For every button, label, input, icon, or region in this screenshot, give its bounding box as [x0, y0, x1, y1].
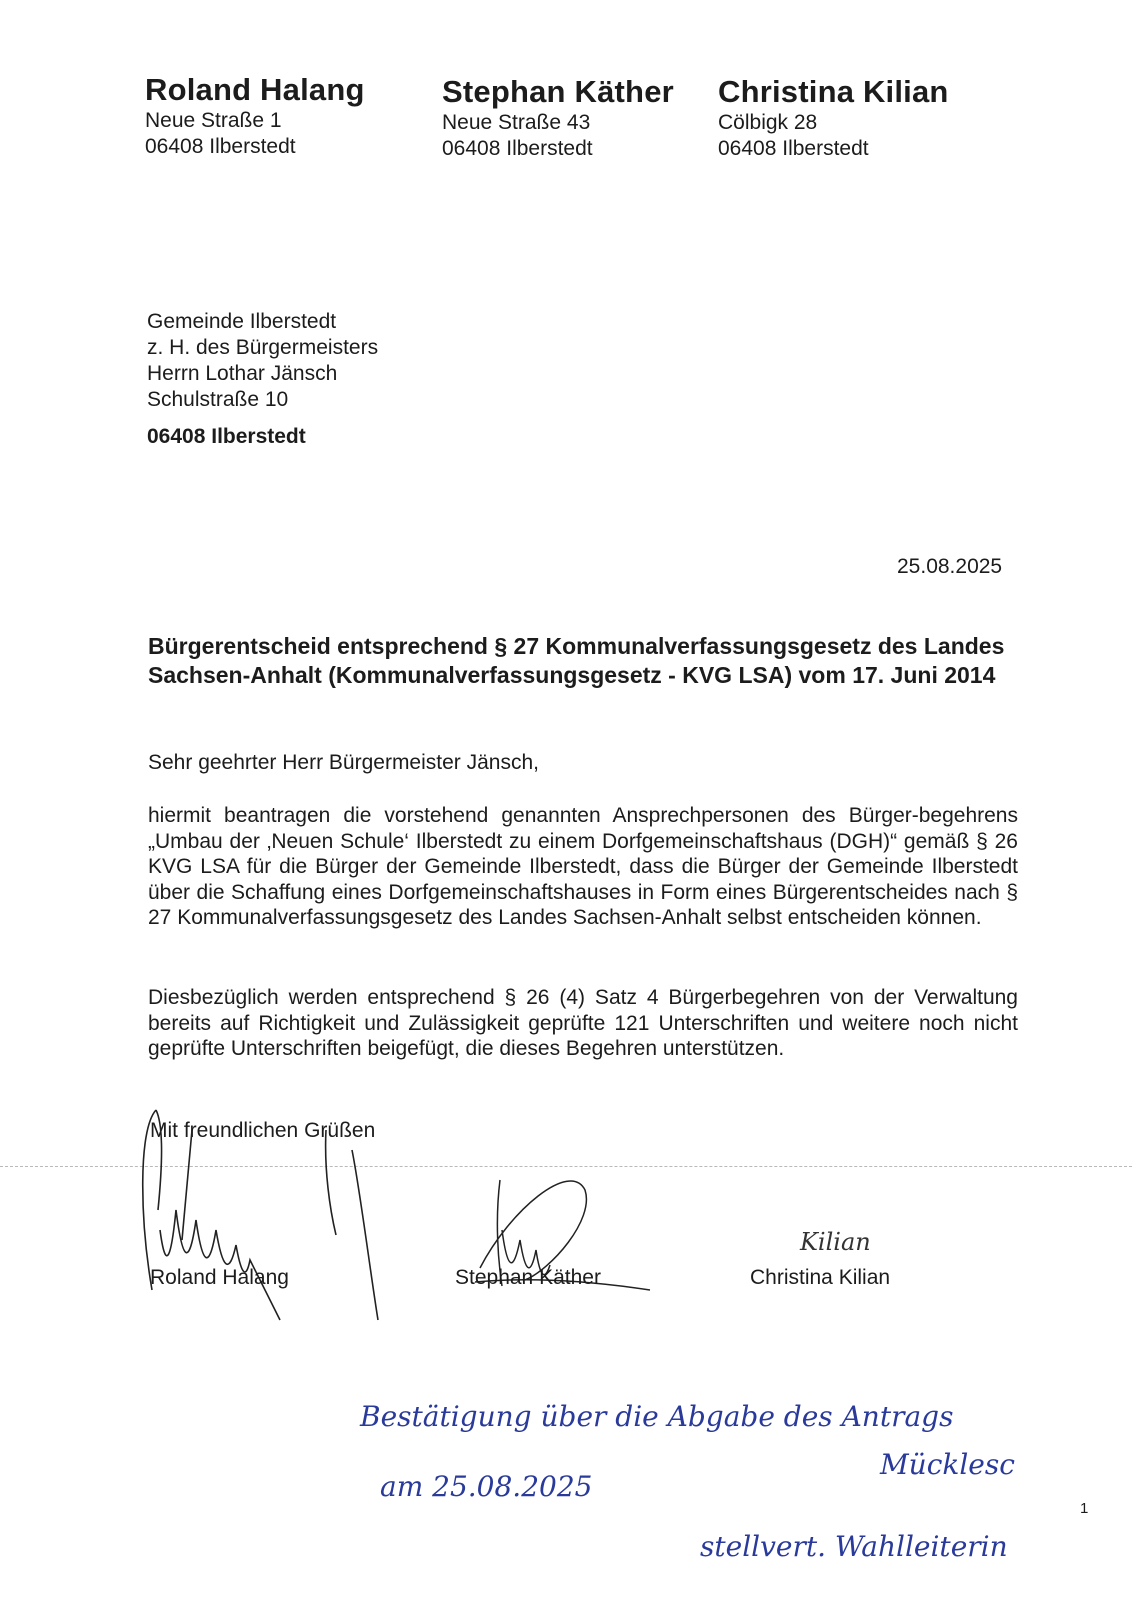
recipient-line: z. H. des Bürgermeisters: [147, 336, 379, 359]
handwritten-confirmation-line1: Bestätigung über die Abgabe des Antrags: [360, 1400, 954, 1433]
sender-city: 06408 Ilberstedt: [718, 137, 869, 160]
handwritten-confirmation-date: am 25.08.2025: [380, 1470, 593, 1503]
page-number: 1: [1080, 1500, 1089, 1517]
recipient-line: Schulstraße 10: [147, 388, 289, 411]
sender-name: Stephan Käther: [442, 74, 674, 109]
sender-street: Neue Straße 43: [442, 111, 591, 134]
recipient-line: Gemeinde Ilberstedt: [147, 310, 337, 333]
handwritten-official-role: stellvert. Wahlleiterin: [700, 1530, 1008, 1563]
recipient-line: Herrn Lothar Jänsch: [147, 362, 338, 385]
subject-line: Bürgerentscheid entsprechend § 27 Kommunalverfassungsgesetz des Landes Sachsen-Anhalt (Kommunalverfassungsgesetz - KVG LSA) vom 17. Juni 2014: [148, 633, 1005, 688]
sender-city: 06408 Ilberstedt: [145, 135, 296, 158]
sender-1: [145, 72, 365, 160]
recipient-address: [147, 309, 378, 449]
printed-name-kaether: Stephan Käther: [455, 1266, 601, 1289]
recipient-city: 06408 Ilberstedt: [147, 425, 306, 448]
salutation: Sehr geehrter Herr Bürgermeister Jänsch,: [148, 751, 539, 774]
closing: Mit freundlichen Grüßen: [150, 1119, 376, 1142]
body-paragraph-2: Diesbezüglich werden entsprechend § 26 (4) Satz 4 Bürgerbegehren von der Verwaltung bereits auf Richtigkeit und Zulässigkeit geprüfte 121 Unterschriften und weitere noch nicht geprüfte Unterschriften beigefügt, die dieses Begehren unterstützen.: [148, 986, 1018, 1060]
handwritten-official-signature: Mücklesc: [880, 1448, 1015, 1481]
sender-2: [442, 74, 674, 162]
printed-name-kilian: Christina Kilian: [750, 1266, 891, 1289]
sender-3: [718, 74, 949, 162]
body-paragraph-1: hiermit beantragen die vorstehend genannten Ansprechpersonen des Bürger-begehrens „Umbau der ‚Neuen Schule‘ Ilberstedt zu einem Dorfgemeinschaftshaus (DGH)“ gemäß § 26 KVG LSA für die Bürger der Gemeinde Ilberstedt, dass die Bürger der Gemeinde Ilberstedt über die Schaffung eines Dorfgemeinschaftshauses in Form eines Bürgerentscheides nach § 27 Kommunalverfassungsgesetz des Landes Sachsen-Anhalt selbst entscheiden können.: [148, 804, 1018, 929]
letter-date: 25.08.2025: [897, 555, 1003, 578]
sender-name: Roland Halang: [145, 72, 365, 107]
sender-street: Cölbigk 28: [718, 111, 818, 134]
printed-name-halang: Roland Halang: [150, 1266, 289, 1289]
handwritten-kilian: Kilian: [800, 1228, 871, 1256]
signature-strokes: [130, 1090, 1030, 1330]
sender-name: Christina Kilian: [718, 74, 949, 109]
sender-street: Neue Straße 1: [145, 109, 282, 132]
sender-city: 06408 Ilberstedt: [442, 137, 593, 160]
